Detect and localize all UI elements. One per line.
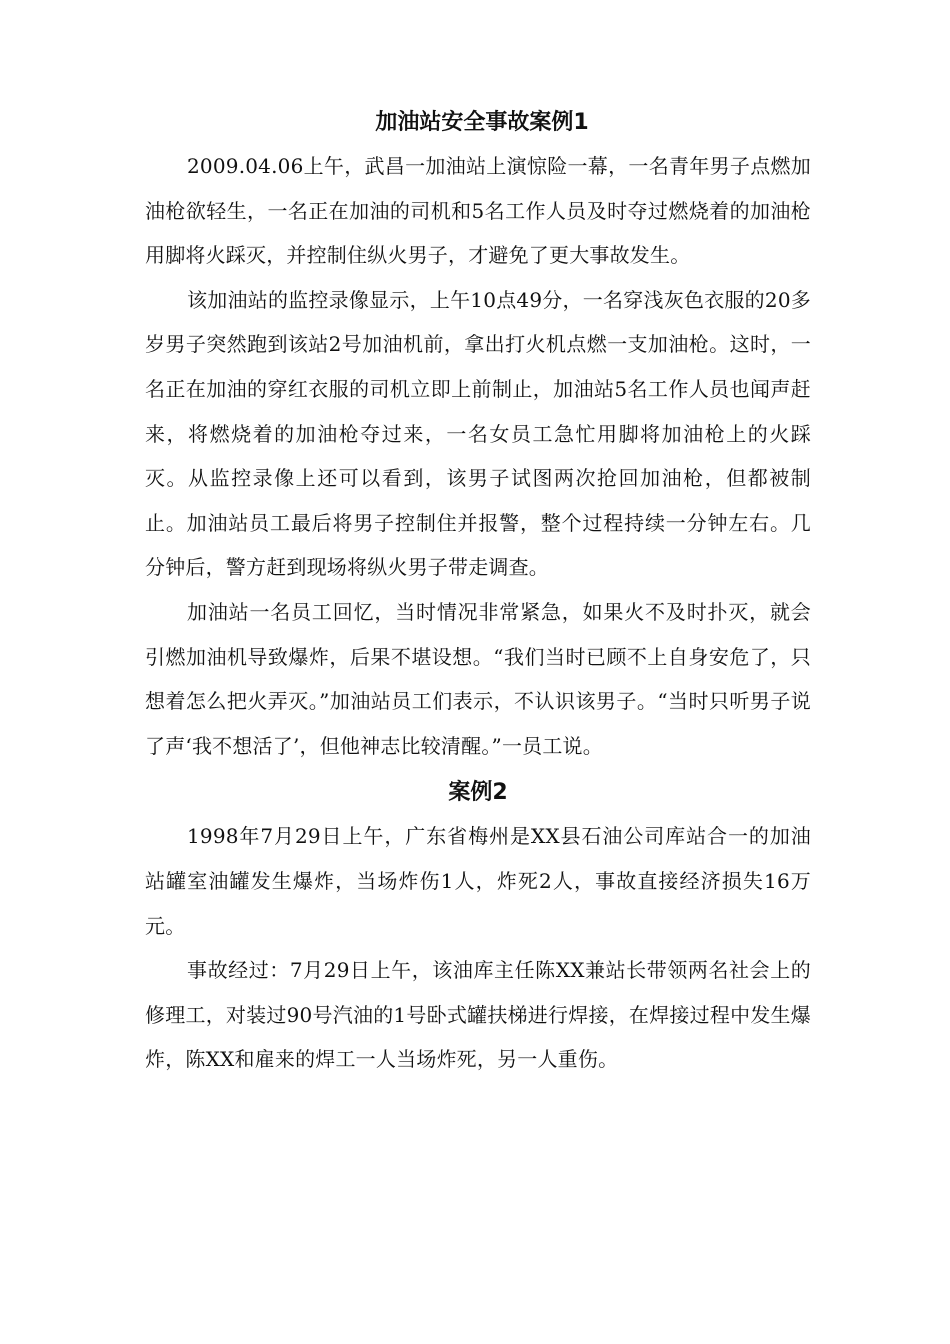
case-1-paragraph-1: 2009.04.06上午，武昌一加油站上演惊险一幕，一名青年男子点燃加油枪欲轻生，一名正在加油的司机和5名工作人员及时夺过燃烧着的加油枪用脚将火踩灭，并控制住纵火男子，才避免了更大事故发生。 xyxy=(145,154,811,268)
case-1-title: 加油站安全事故案例1 xyxy=(375,110,589,135)
case-1-paragraph-2: 该加油站的监控录像显示，上午10点49分，一名穿浅灰色衣服的20多岁男子突然跑到该站2号加油机前，拿出打火机点燃一支加油枪。这时，一名正在加油的穿红衣服的司机立即上前制止，加油站5名工作人员也闻声赶来，将燃烧着的加油枪夺过来，一名女员工急忙用脚将加油枪上的火踩灭。从监控录像上还可以看到，该男子试图两次抢回加油枪，但都被制止。加油站员工最后将男子控制住并报警，整个过程持续一分钟左右。几分钟后，警方赶到现场将纵火男子带走调查。 xyxy=(145,287,811,580)
document-body xyxy=(145,102,811,1082)
case-1-paragraph-3: 加油站一名员工回忆，当时情况非常紧急，如果火不及时扑灭，就会引燃加油机导致爆炸，后果不堪设想。“我们当时已顾不上自身安危了，只想着怎么把火弄灭。”加油站员工们表示，不认识该男子。“当时只听男子说了声‘我不想活了’，但他神志比较清醒。”一员工说。 xyxy=(145,599,811,758)
case-2-paragraph-1: 1998年7月29日上午，广东省梅州是XX县石油公司库站合一的加油站罐室油罐发生爆炸，当场炸伤1人，炸死2人，事故直接经济损失16万元。 xyxy=(145,824,811,938)
case-2-title: 案例2 xyxy=(448,780,508,806)
case-2-paragraph-2: 事故经过：7月29日上午，该油库主任陈XX兼站长带领两名社会上的修理工，对装过90号汽油的1号卧式罐扶梯进行焊接，在焊接过程中发生爆炸，陈XX和雇来的焊工一人当场炸死，另一人重伤。 xyxy=(145,958,811,1072)
